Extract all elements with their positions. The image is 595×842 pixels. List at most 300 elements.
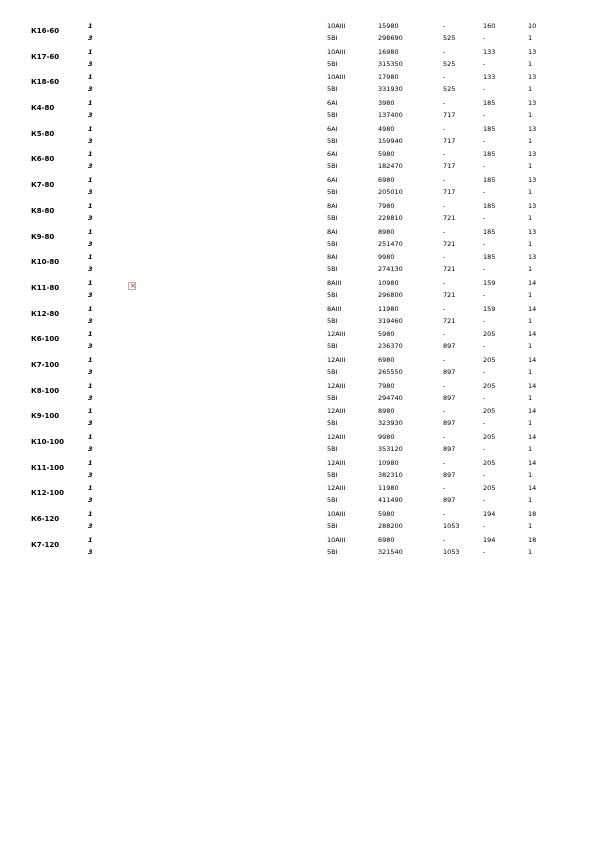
mark-label: К12-80 [31, 309, 60, 318]
rebar-class-cell: 8АI [327, 201, 338, 210]
spacing-cell: - [483, 393, 486, 402]
position-number-cell: 1 [88, 201, 93, 210]
position-number-cell: 3 [88, 239, 93, 248]
position-number-cell: 3 [88, 393, 93, 402]
spacing-cell: 205 [483, 330, 496, 339]
rebar-class-cell: 12АIII [327, 484, 346, 493]
rebar-class-cell: 5ВI [327, 162, 338, 171]
length-cell: 411490 [378, 496, 403, 505]
length-cell: 288200 [378, 522, 403, 531]
width-cell: 525 [443, 34, 456, 42]
table-row-group [0, 379, 595, 405]
table-row [0, 160, 595, 173]
table-row [0, 46, 595, 59]
width-cell: 897 [443, 496, 456, 505]
mark-label: К10-100 [31, 438, 64, 446]
count-cell: 10 [528, 22, 537, 30]
position-number-cell: 1 [88, 484, 93, 493]
rebar-class-cell: 6АI [327, 124, 338, 133]
position-number-cell: 1 [88, 330, 93, 339]
position-number-cell: 3 [88, 265, 93, 274]
spacing-cell: 159 [483, 304, 496, 313]
broken-image-icon [128, 282, 136, 290]
count-cell: 1 [528, 85, 533, 94]
width-cell: 1053 [443, 522, 460, 531]
width-cell: - [443, 407, 446, 416]
spacing-cell: 133 [483, 73, 496, 82]
length-cell: 294740 [378, 393, 403, 402]
position-number-cell: 1 [88, 47, 93, 56]
table-row [0, 366, 595, 379]
table-row [0, 315, 595, 328]
spacing-cell: 205 [483, 484, 496, 493]
length-cell: 137400 [378, 111, 403, 120]
position-number-cell: 3 [88, 290, 93, 299]
table-row [0, 417, 595, 430]
length-cell: 265550 [378, 367, 403, 376]
length-cell: 10980 [378, 458, 399, 467]
table-row [0, 148, 595, 161]
length-cell: 5980 [378, 510, 395, 519]
rebar-class-cell: 5ВI [327, 34, 338, 42]
position-number-cell: 1 [88, 535, 93, 544]
spacing-cell: - [483, 136, 486, 145]
spacing-cell: - [483, 213, 486, 222]
spacing-cell: - [483, 496, 486, 505]
position-number-cell: 3 [88, 342, 93, 351]
width-cell: 897 [443, 445, 456, 453]
rebar-class-cell: 10АIII [327, 47, 346, 56]
rebar-class-cell: 5ВI [327, 290, 338, 299]
rebar-class-cell: 8АI [327, 227, 338, 236]
width-cell: - [443, 124, 446, 133]
spec-table [0, 19, 595, 558]
rebar-class-cell: 8АI [327, 253, 338, 262]
table-row [0, 263, 595, 276]
table-row-group [0, 456, 595, 482]
table-row [0, 520, 595, 533]
rebar-class-cell: 8АIII [327, 304, 342, 313]
table-row [0, 289, 595, 302]
count-cell: 13 [528, 150, 537, 159]
spacing-cell: - [483, 85, 486, 94]
rebar-class-cell: 5ВI [327, 85, 338, 94]
rebar-class-cell: 5ВI [327, 59, 338, 68]
count-cell: 1 [528, 290, 533, 299]
position-number-cell: 1 [88, 22, 93, 30]
mark-label: К16-60 [31, 27, 60, 35]
position-number-cell: 1 [88, 458, 93, 467]
spacing-cell: 185 [483, 227, 496, 236]
count-cell: 13 [528, 47, 537, 56]
length-cell: 331930 [378, 85, 403, 94]
spacing-cell: 205 [483, 381, 496, 390]
length-cell: 321540 [378, 547, 403, 556]
position-number-cell: 3 [88, 34, 93, 42]
spacing-cell: 185 [483, 176, 496, 185]
count-cell: 13 [528, 176, 537, 185]
table-row [0, 71, 595, 84]
position-number-cell: 1 [88, 433, 93, 441]
count-cell: 1 [528, 496, 533, 505]
rebar-class-cell: 5ВI [327, 316, 338, 325]
position-number-cell: 1 [88, 407, 93, 416]
rebar-class-cell: 12АIII [327, 407, 346, 416]
length-cell: 228810 [378, 213, 403, 222]
width-cell: 1053 [443, 547, 460, 556]
table-row [0, 546, 595, 559]
spacing-cell: 160 [483, 22, 496, 30]
width-cell: 717 [443, 188, 456, 197]
position-number-cell: 3 [88, 188, 93, 197]
mark-label: К7-100 [31, 360, 60, 369]
table-row [0, 508, 595, 521]
rebar-class-cell: 12АIII [327, 330, 346, 339]
spacing-cell: - [483, 522, 486, 531]
length-cell: 4980 [378, 124, 395, 133]
spacing-cell: - [483, 239, 486, 248]
table-row-group [0, 276, 595, 302]
spacing-cell: - [483, 111, 486, 120]
table-row [0, 123, 595, 136]
position-number-cell: 3 [88, 136, 93, 145]
table-row-group [0, 45, 595, 71]
width-cell: - [443, 330, 446, 339]
rebar-class-cell: 5ВI [327, 111, 338, 120]
position-number-cell: 1 [88, 73, 93, 82]
count-cell: 13 [528, 253, 537, 262]
spacing-cell: 194 [483, 510, 496, 519]
table-row [0, 405, 595, 418]
length-cell: 296800 [378, 290, 403, 299]
length-cell: 159940 [378, 136, 403, 145]
rebar-class-cell: 10АIII [327, 510, 346, 519]
mark-label: К7-120 [31, 540, 60, 549]
table-row-group [0, 507, 595, 533]
spacing-cell: - [483, 290, 486, 299]
rebar-class-cell: 12АIII [327, 381, 346, 390]
mark-label: К18-60 [31, 78, 60, 87]
mark-label: К17-60 [31, 52, 60, 61]
table-row [0, 380, 595, 393]
length-cell: 11980 [378, 304, 399, 313]
mark-label: К9-100 [31, 412, 60, 421]
rebar-class-cell: 12АIII [327, 458, 346, 467]
rebar-class-cell: 5ВI [327, 136, 338, 145]
width-cell: - [443, 458, 446, 467]
position-number-cell: 3 [88, 445, 93, 453]
count-cell: 14 [528, 304, 537, 313]
table-row [0, 534, 595, 547]
width-cell: - [443, 484, 446, 493]
mark-label: К6-80 [31, 155, 55, 164]
count-cell: 14 [528, 458, 537, 467]
position-number-cell: 1 [88, 99, 93, 108]
table-row [0, 20, 595, 33]
length-cell: 6980 [378, 176, 395, 185]
table-row-group [0, 302, 595, 328]
length-cell: 5980 [378, 150, 395, 159]
table-row [0, 303, 595, 316]
width-cell: - [443, 22, 446, 30]
count-cell: 1 [528, 393, 533, 402]
length-cell: 5980 [378, 330, 395, 339]
rebar-class-cell: 6АI [327, 176, 338, 185]
width-cell: - [443, 227, 446, 236]
mark-label: К12-100 [31, 489, 64, 498]
width-cell: - [443, 47, 446, 56]
table-row-group [0, 533, 595, 559]
count-cell: 1 [528, 367, 533, 376]
length-cell: 319460 [378, 316, 403, 325]
spacing-cell: - [483, 316, 486, 325]
spacing-cell: 133 [483, 47, 496, 56]
mark-label: К7-80 [31, 181, 55, 190]
table-row-group [0, 404, 595, 430]
table-row-group [0, 96, 595, 122]
count-cell: 13 [528, 227, 537, 236]
position-number-cell: 3 [88, 367, 93, 376]
spacing-cell: - [483, 342, 486, 351]
table-row [0, 135, 595, 148]
rebar-class-cell: 5ВI [327, 213, 338, 222]
width-cell: - [443, 433, 446, 441]
table-row-group [0, 430, 595, 456]
table-row-group [0, 70, 595, 96]
length-cell: 8980 [378, 407, 395, 416]
mark-label: К11-100 [31, 463, 64, 472]
table-row [0, 431, 595, 444]
count-cell: 1 [528, 239, 533, 248]
spacing-cell: 185 [483, 99, 496, 108]
length-cell: 3980 [378, 99, 395, 108]
length-cell: 298690 [378, 34, 403, 42]
count-cell: 1 [528, 419, 533, 428]
count-cell: 1 [528, 59, 533, 68]
rebar-class-cell: 5ВI [327, 188, 338, 197]
count-cell: 18 [528, 535, 537, 544]
table-row [0, 443, 595, 456]
width-cell: - [443, 73, 446, 82]
table-row [0, 212, 595, 225]
length-cell: 353120 [378, 445, 403, 453]
rebar-class-cell: 6АI [327, 150, 338, 159]
position-number-cell: 3 [88, 213, 93, 222]
position-number-cell: 3 [88, 316, 93, 325]
mark-label: К10-80 [31, 258, 60, 267]
spacing-cell: - [483, 34, 486, 42]
mark-label: К6-120 [31, 515, 60, 524]
table-row-group [0, 481, 595, 507]
count-cell: 1 [528, 188, 533, 197]
mark-label: К11-80 [31, 283, 60, 292]
position-number-cell: 1 [88, 124, 93, 133]
width-cell: 717 [443, 162, 456, 171]
table-row-group [0, 225, 595, 251]
count-cell: 1 [528, 522, 533, 531]
spacing-cell: 205 [483, 458, 496, 467]
spacing-cell: 185 [483, 253, 496, 262]
position-number-cell: 1 [88, 355, 93, 364]
length-cell: 182470 [378, 162, 403, 171]
width-cell: 525 [443, 59, 456, 68]
position-number-cell: 1 [88, 253, 93, 262]
position-number-cell: 1 [88, 150, 93, 159]
count-cell: 1 [528, 547, 533, 556]
length-cell: 7980 [378, 201, 395, 210]
spacing-cell: - [483, 188, 486, 197]
width-cell: - [443, 510, 446, 519]
table-row-group [0, 173, 595, 199]
width-cell: 717 [443, 111, 456, 120]
position-number-cell: 1 [88, 304, 93, 313]
rebar-class-cell: 5ВI [327, 445, 338, 453]
rebar-class-cell: 5ВI [327, 367, 338, 376]
length-cell: 274130 [378, 265, 403, 274]
count-cell: 14 [528, 407, 537, 416]
count-cell: 14 [528, 433, 537, 441]
width-cell: - [443, 253, 446, 262]
spacing-cell: - [483, 470, 486, 479]
position-number-cell: 3 [88, 59, 93, 68]
count-cell: 1 [528, 111, 533, 120]
count-cell: 1 [528, 136, 533, 145]
mark-label: К5-80 [31, 129, 55, 138]
spacing-cell: 194 [483, 535, 496, 544]
length-cell: 15980 [378, 22, 399, 30]
width-cell: - [443, 99, 446, 108]
spacing-cell: - [483, 59, 486, 68]
spacing-cell: 185 [483, 150, 496, 159]
table-row [0, 97, 595, 110]
table-row-group [0, 327, 595, 353]
table-row [0, 482, 595, 495]
position-number-cell: 1 [88, 381, 93, 390]
length-cell: 9980 [378, 253, 395, 262]
table-row [0, 392, 595, 405]
count-cell: 13 [528, 201, 537, 210]
length-cell: 10980 [378, 278, 399, 287]
table-row [0, 457, 595, 470]
length-cell: 9980 [378, 433, 395, 441]
width-cell: - [443, 278, 446, 287]
count-cell: 13 [528, 73, 537, 82]
table-row-group [0, 19, 595, 45]
width-cell: 721 [443, 213, 456, 222]
count-cell: 1 [528, 342, 533, 351]
spacing-cell: - [483, 419, 486, 428]
width-cell: 721 [443, 290, 456, 299]
width-cell: 897 [443, 342, 456, 351]
count-cell: 1 [528, 470, 533, 479]
spacing-cell: - [483, 265, 486, 274]
rebar-class-cell: 12АIII [327, 433, 346, 441]
count-cell: 14 [528, 330, 537, 339]
length-cell: 236370 [378, 342, 403, 351]
table-row [0, 469, 595, 482]
table-row [0, 83, 595, 96]
position-number-cell: 3 [88, 496, 93, 505]
count-cell: 14 [528, 278, 537, 287]
table-row [0, 328, 595, 341]
rebar-class-cell: 5ВI [327, 239, 338, 248]
table-row [0, 354, 595, 367]
rebar-class-cell: 5ВI [327, 342, 338, 351]
mark-label: К8-80 [31, 206, 55, 215]
spacing-cell: - [483, 162, 486, 171]
length-cell: 6980 [378, 355, 395, 364]
width-cell: - [443, 176, 446, 185]
width-cell: 717 [443, 136, 456, 145]
length-cell: 8980 [378, 227, 395, 236]
table-row [0, 32, 595, 45]
count-cell: 13 [528, 124, 537, 133]
rebar-class-cell: 5ВI [327, 522, 338, 531]
table-row [0, 186, 595, 199]
length-cell: 16980 [378, 47, 399, 56]
table-row [0, 174, 595, 187]
position-number-cell: 1 [88, 227, 93, 236]
spacing-cell: 205 [483, 407, 496, 416]
rebar-class-cell: 5ВI [327, 496, 338, 505]
table-row-group [0, 250, 595, 276]
count-cell: 1 [528, 445, 533, 453]
length-cell: 323930 [378, 419, 403, 428]
count-cell: 1 [528, 265, 533, 274]
rebar-class-cell: 5ВI [327, 393, 338, 402]
width-cell: 897 [443, 367, 456, 376]
count-cell: 13 [528, 99, 537, 108]
width-cell: 897 [443, 419, 456, 428]
mark-label: К9-80 [31, 232, 55, 241]
rebar-class-cell: 12АIII [327, 355, 346, 364]
length-cell: 11980 [378, 484, 399, 493]
position-number-cell: 1 [88, 278, 93, 287]
spacing-cell: 185 [483, 201, 496, 210]
table-row-group [0, 122, 595, 148]
count-cell: 14 [528, 355, 537, 364]
width-cell: - [443, 304, 446, 313]
width-cell: - [443, 381, 446, 390]
mark-label: К4-80 [31, 104, 55, 113]
count-cell: 1 [528, 162, 533, 171]
table-row [0, 277, 595, 290]
length-cell: 315350 [378, 59, 403, 68]
table-row-group [0, 147, 595, 173]
count-cell: 1 [528, 213, 533, 222]
position-number-cell: 1 [88, 176, 93, 185]
length-cell: 17980 [378, 73, 399, 82]
rebar-class-cell: 8АIII [327, 278, 342, 287]
table-row [0, 200, 595, 213]
width-cell: 897 [443, 393, 456, 402]
length-cell: 7980 [378, 381, 395, 390]
count-cell: 14 [528, 484, 537, 493]
rebar-class-cell: 5ВI [327, 470, 338, 479]
mark-label: К6-100 [31, 335, 60, 344]
width-cell: - [443, 535, 446, 544]
width-cell: 721 [443, 316, 456, 325]
table-row [0, 340, 595, 353]
table-row [0, 251, 595, 264]
count-cell: 14 [528, 381, 537, 390]
table-row [0, 109, 595, 122]
rebar-class-cell: 5ВI [327, 547, 338, 556]
length-cell: 382310 [378, 470, 403, 479]
count-cell: 1 [528, 316, 533, 325]
spacing-cell: 185 [483, 124, 496, 133]
width-cell: - [443, 355, 446, 364]
